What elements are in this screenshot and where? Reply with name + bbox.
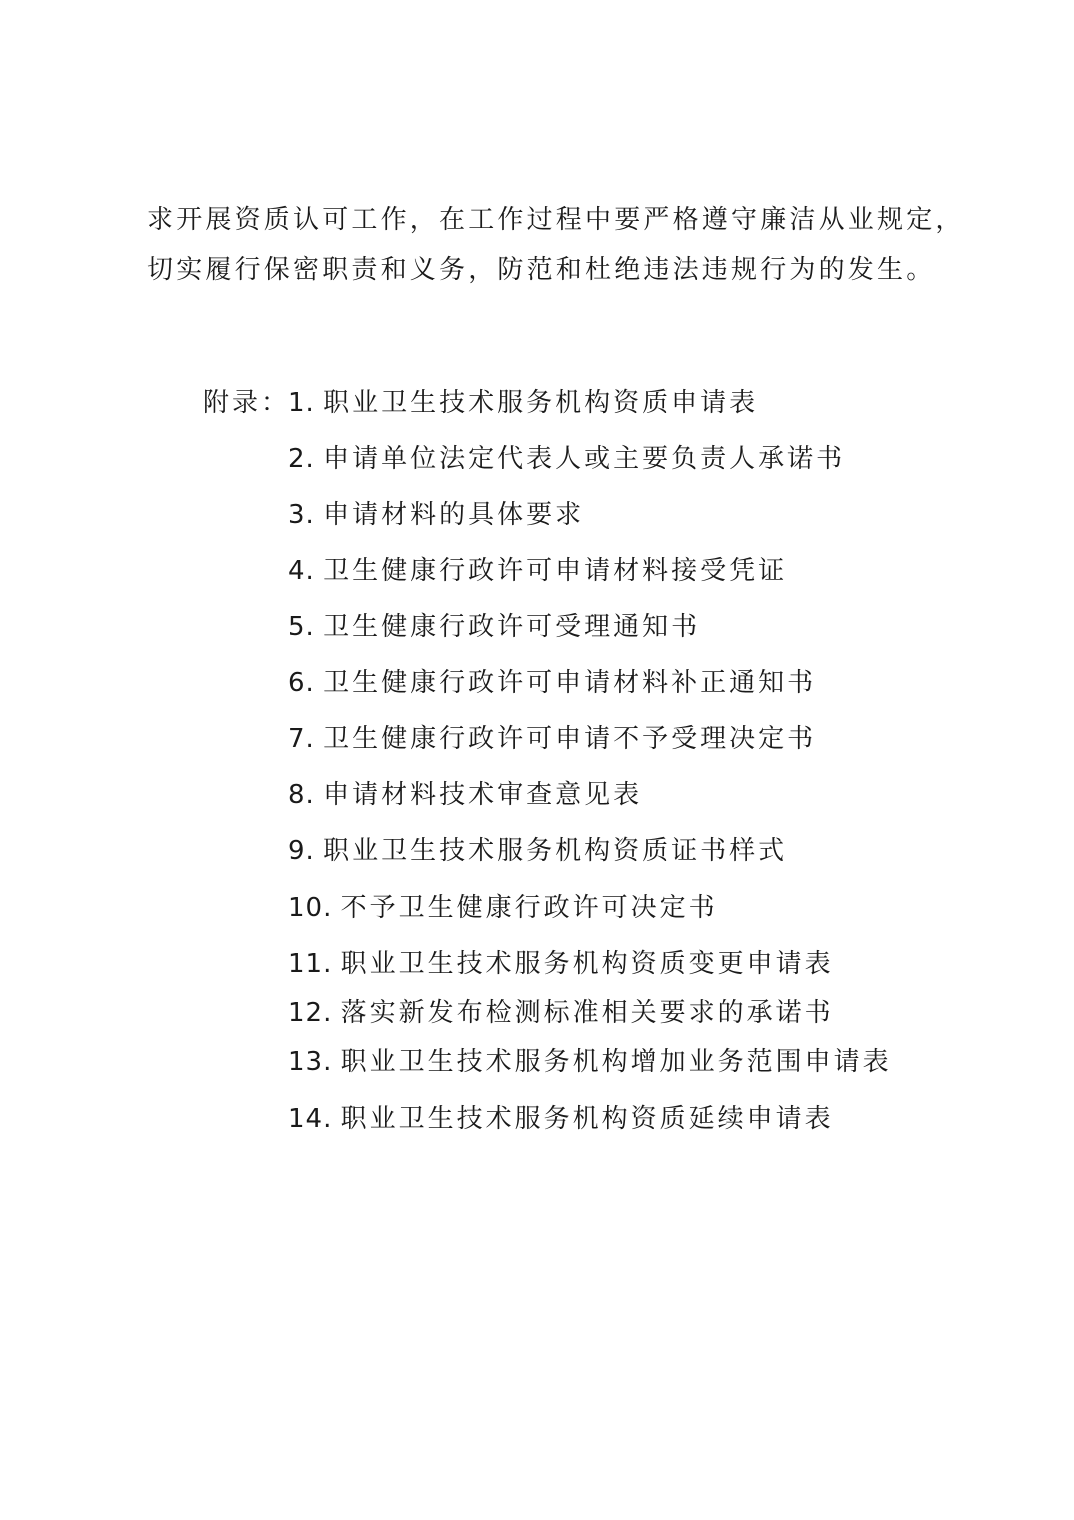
appendix-item-6	[288, 665, 816, 701]
appendix-item-1	[288, 385, 758, 421]
appendix-item-10	[288, 890, 718, 926]
appendix-item-number: 13.	[288, 1047, 333, 1077]
appendix-item-number: 3.	[288, 500, 315, 530]
appendix-item-number: 14.	[288, 1104, 333, 1134]
appendix-item-number: 8.	[288, 780, 315, 810]
appendix-item-3	[288, 497, 584, 533]
appendix-item-13	[288, 1044, 892, 1080]
appendix-item-text: 卫生健康行政许可受理通知书	[323, 612, 701, 642]
appendix-item-5	[288, 609, 700, 645]
appendix-item-text: 职业卫生技术服务机构增加业务范围申请表	[340, 1047, 892, 1077]
appendix-item-text: 职业卫生技术服务机构资质证书样式	[323, 836, 788, 866]
appendix-item-number: 5.	[288, 612, 315, 642]
appendix-item-number: 12.	[288, 998, 333, 1028]
appendix-item-7	[288, 721, 816, 757]
appendix-item-14	[288, 1101, 834, 1137]
appendix-item-number: 10.	[288, 893, 333, 923]
appendix-item-text: 申请材料的具体要求	[323, 500, 585, 530]
appendix-item-number: 1.	[288, 388, 315, 418]
appendix-label: 附录：	[203, 388, 291, 418]
appendix-item-text: 职业卫生技术服务机构资质申请表	[323, 388, 759, 418]
appendix-item-number: 7.	[288, 724, 315, 754]
appendix-item-12	[288, 995, 834, 1031]
appendix-item-number: 4.	[288, 556, 315, 586]
appendix-item-9	[288, 833, 787, 869]
appendix-item-8	[288, 777, 642, 813]
appendix-item-number: 2.	[288, 444, 315, 474]
appendix-item-text: 申请材料技术审查意见表	[323, 780, 643, 810]
appendix-item-text: 申请单位法定代表人或主要负责人承诺书	[323, 444, 846, 474]
appendix-item-number: 11.	[288, 949, 333, 979]
appendix-item-text: 职业卫生技术服务机构资质变更申请表	[340, 949, 834, 979]
appendix-item-text: 落实新发布检测标准相关要求的承诺书	[340, 998, 834, 1028]
appendix-item-text: 不予卫生健康行政许可决定书	[340, 893, 718, 923]
paragraph-line-1: 求开展资质认可工作，在工作过程中要严格遵守廉洁从业规定，	[147, 205, 965, 235]
paragraph-line-2: 切实履行保密职责和义务，防范和杜绝违法违规行为的发生。	[147, 255, 936, 285]
appendix-item-text: 卫生健康行政许可申请材料补正通知书	[323, 668, 817, 698]
appendix-item-number: 9.	[288, 836, 315, 866]
appendix-item-number: 6.	[288, 668, 315, 698]
appendix-item-text: 卫生健康行政许可申请不予受理决定书	[323, 724, 817, 754]
appendix-item-11	[288, 946, 834, 982]
appendix-item-text: 卫生健康行政许可申请材料接受凭证	[323, 556, 788, 586]
appendix-item-text: 职业卫生技术服务机构资质延续申请表	[340, 1104, 834, 1134]
appendix-item-4	[288, 553, 787, 589]
appendix-item-2	[288, 441, 845, 477]
